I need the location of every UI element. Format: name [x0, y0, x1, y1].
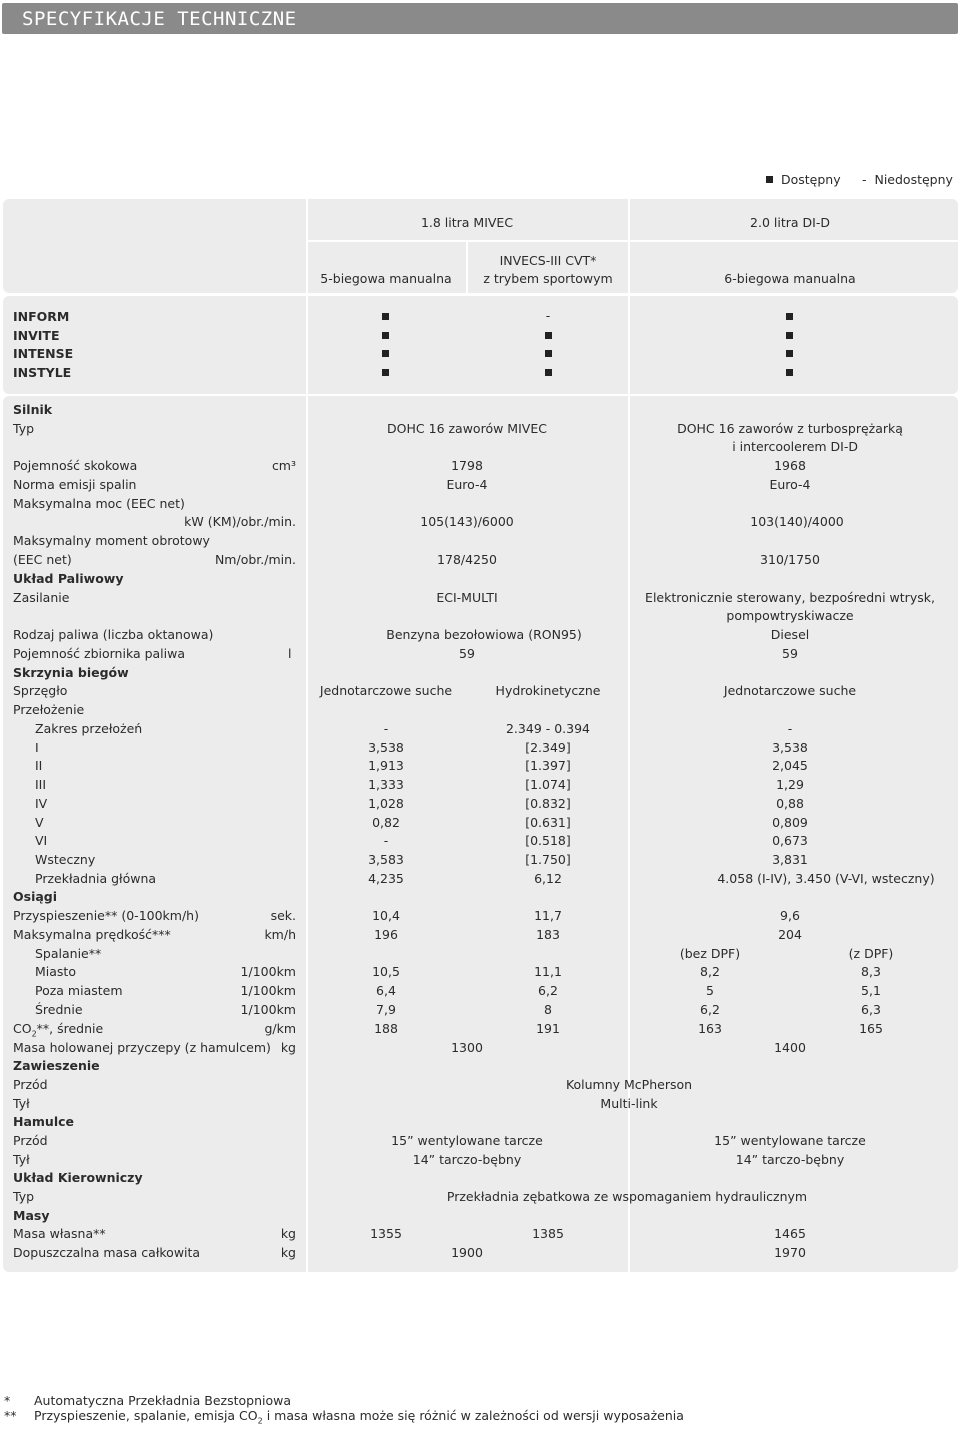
available-marker-icon: [545, 350, 552, 357]
spec-label: Pojemność zbiornika paliwa: [13, 646, 186, 661]
legend-unavailable-label: Niedostępny: [874, 172, 953, 187]
section-heading: Układ Paliwowy: [13, 571, 124, 586]
trim-name: INSTYLE: [13, 365, 72, 380]
spec-value: 6,12: [534, 871, 562, 886]
available-marker-icon: [545, 369, 552, 376]
gear-value: [1.074]: [525, 777, 571, 792]
spec-value: 1968: [774, 458, 806, 473]
trim-name: INFORM: [13, 309, 70, 324]
dpf-header: (bez DPF): [679, 946, 741, 961]
section-title: SPECYFIKACJE TECHNICZNE: [22, 8, 297, 30]
spec-unit: kg: [280, 1040, 296, 1055]
transmission-b-header-line1: INVECS-III CVT*: [499, 253, 597, 268]
spec-value: -: [383, 721, 389, 736]
spec-value: pompowtryskiwacze: [726, 608, 854, 623]
spec-value: Elektronicznie sterowany, bezpośredni wtrysk,: [645, 590, 935, 605]
spec-value: Hydrokinetyczne: [495, 683, 601, 698]
spec-unit: kg: [280, 1226, 296, 1241]
spec-label: Typ: [13, 421, 35, 436]
spec-label: Masa własna**: [13, 1226, 106, 1241]
dpf-header: (z DPF): [848, 946, 894, 961]
spec-unit: km/h: [264, 927, 296, 942]
fuel-label: Miasto: [35, 964, 76, 979]
trims-panel: [3, 296, 958, 394]
spec-value: ECI-MULTI: [436, 590, 498, 605]
fuel-value: 5: [706, 983, 714, 998]
transmission-b-header-line2: z trybem sportowym: [483, 271, 613, 286]
header-divider: [466, 240, 468, 293]
gear-value: [1.397]: [525, 758, 571, 773]
gear-value: 3,538: [772, 740, 808, 755]
spec-value: Euro-4: [446, 477, 488, 492]
spec-value: 105(143)/6000: [420, 514, 514, 529]
spec-value: 103(140)/4000: [750, 514, 844, 529]
gear-label: VI: [35, 833, 48, 848]
engine-b-header: 2.0 litra DI-D: [750, 215, 830, 230]
spec-label: Masa holowanej przyczepy (z hamulcem): [13, 1040, 271, 1055]
spec-label: Tył: [13, 1152, 30, 1167]
spec-label: Przyspieszenie** (0-100km/h): [13, 908, 199, 923]
unavailable-marker: -: [862, 172, 867, 187]
spec-label: Przód: [13, 1077, 48, 1092]
spec-label: Norma emisji spalin: [13, 477, 137, 492]
available-marker-icon: [786, 369, 793, 376]
transmission-c-header: 6-biegowa manualna: [724, 271, 856, 286]
legend-unavailable: [862, 172, 953, 187]
co2-label-text: CO: [13, 1021, 32, 1036]
section-heading: Silnik: [13, 402, 53, 417]
spec-value: i intercoolerem DI-D: [732, 439, 858, 454]
spec-value: 183: [536, 927, 560, 942]
spec-value: 204: [778, 927, 802, 942]
gear-value: -: [383, 833, 389, 848]
spec-unit: cm³: [271, 458, 296, 473]
spec-value: Przekładnia zębatkowa ze wspomaganiem hydraulicznym: [446, 1189, 808, 1204]
spec-unit: Nm/obr./min.: [214, 552, 296, 567]
section-heading: Hamulce: [13, 1114, 74, 1129]
unavailable-marker: -: [545, 308, 551, 323]
fuel-value: 6,4: [376, 983, 396, 998]
gear-value: 3,583: [368, 852, 404, 867]
spec-value: 14” tarczo-bębny: [735, 1152, 845, 1167]
spec-label: Zasilanie: [13, 590, 70, 605]
footnote-mark: **: [4, 1408, 17, 1423]
section-header: [2, 3, 958, 34]
spec-value: 1355: [370, 1226, 402, 1241]
spec-value: 4,235: [368, 871, 404, 886]
spec-value: Multi-link: [600, 1096, 658, 1111]
gear-value: 1,29: [776, 777, 804, 792]
footnote-text-suffix: i masa własna może się różnić w zależności od wersji wyposażenia: [262, 1408, 684, 1423]
spec-value: 15” wentylowane tarcze: [714, 1133, 866, 1148]
gear-value: 3,538: [368, 740, 404, 755]
spec-label: Pojemność skokowa: [13, 458, 138, 473]
spec-value: 163: [698, 1021, 722, 1036]
spec-unit: g/km: [264, 1021, 296, 1036]
spec-unit: kg: [280, 1245, 296, 1260]
spec-label: Przełożenie: [13, 702, 85, 717]
spec-value: 59: [459, 646, 475, 661]
spec-value: 2.349 - 0.394: [505, 721, 591, 736]
spec-value: 14” tarczo-bębny: [412, 1152, 522, 1167]
available-marker-icon: [382, 313, 389, 320]
spec-value: 1385: [532, 1226, 564, 1241]
available-marker-icon: [786, 332, 793, 339]
available-marker-icon: [382, 332, 389, 339]
gear-value: 2,045: [772, 758, 808, 773]
gear-value: 3,831: [772, 852, 808, 867]
spec-label: Tył: [13, 1096, 30, 1111]
fuel-value: 11,1: [534, 964, 562, 979]
footnote: [4, 1393, 291, 1408]
fuel-value: 6,2: [538, 983, 558, 998]
spec-value: 1798: [451, 458, 483, 473]
gear-value: 0,673: [772, 833, 808, 848]
spec-value: DOHC 16 zaworów z turbosprężarką: [677, 421, 903, 436]
header-divider: [306, 199, 308, 293]
gear-label: Wsteczny: [35, 852, 96, 867]
spec-value: 178/4250: [437, 552, 497, 567]
available-marker-icon: [382, 369, 389, 376]
gear-value: [0.631]: [525, 815, 571, 830]
gear-value: 1,028: [368, 796, 404, 811]
fuel-label: Średnie: [35, 1002, 83, 1017]
spec-value: Benzyna bezołowiowa (RON95): [386, 627, 582, 642]
spec-value: Euro-4: [769, 477, 811, 492]
spec-value: Jednotarczowe suche: [319, 683, 453, 698]
spec-label: Zakres przełożeń: [35, 721, 143, 736]
spec-value: 191: [536, 1021, 560, 1036]
gear-label: I: [35, 740, 39, 755]
gear-value: [0.518]: [525, 833, 571, 848]
spec-value: Kolumny McPherson: [565, 1077, 693, 1092]
spec-value: 165: [859, 1021, 883, 1036]
co2-subscript: 2: [31, 1029, 37, 1039]
spec-value: 196: [374, 927, 398, 942]
gear-label: V: [35, 815, 44, 830]
spec-value: 1400: [774, 1040, 806, 1055]
spec-label: Spalanie**: [35, 946, 102, 961]
header-divider: [628, 199, 630, 293]
spec-label: Dopuszczalna masa całkowita: [13, 1245, 201, 1260]
spec-label: Maksymalna prędkość***: [13, 927, 171, 942]
spec-label: Sprzęgło: [13, 683, 68, 698]
spec-value: 1300: [451, 1040, 483, 1055]
fuel-value: 6,3: [861, 1002, 881, 1017]
spec-value: 15” wentylowane tarcze: [391, 1133, 543, 1148]
spec-unit: l: [288, 646, 292, 661]
available-marker-icon: [786, 350, 793, 357]
gear-value: 0,809: [772, 815, 808, 830]
legend-available: [766, 172, 841, 187]
fuel-value: 8,3: [861, 964, 881, 979]
spec-label: Przekładnia główna: [35, 871, 157, 886]
spec-value: 4.058 (I-IV), 3.450 (V-VI, wsteczny): [717, 871, 935, 886]
spec-label: Maksymalna moc (EEC net): [13, 496, 185, 511]
legend-available-label: Dostępny: [781, 172, 841, 187]
spec-value: DOHC 16 zaworów MIVEC: [387, 421, 547, 436]
gear-value: 1,333: [368, 777, 404, 792]
section-heading: Zawieszenie: [13, 1058, 100, 1073]
spec-unit: kW (KM)/obr./min.: [184, 514, 296, 529]
spec-label: Typ: [13, 1189, 35, 1204]
spec-value: 11,7: [534, 908, 562, 923]
column-divider: [306, 396, 308, 1272]
available-marker-icon: [382, 350, 389, 357]
fuel-value: 10,5: [372, 964, 400, 979]
footnote: [4, 1408, 684, 1429]
spec-unit: sek.: [270, 908, 296, 923]
engine-a-header: 1.8 litra MIVEC: [420, 215, 514, 230]
available-marker-icon: [786, 313, 793, 320]
co2-label-suffix: **, średnie: [36, 1021, 104, 1036]
gear-value: 0,82: [372, 815, 400, 830]
trim-name: INTENSE: [13, 346, 74, 361]
fuel-value: 8,2: [700, 964, 720, 979]
column-divider: [628, 396, 630, 1272]
spec-value: 1970: [774, 1245, 806, 1260]
fuel-value: 7,9: [376, 1002, 396, 1017]
column-divider: [628, 296, 630, 394]
spec-value: Diesel: [770, 627, 810, 642]
gear-value: 1,913: [368, 758, 404, 773]
footnote-text: Przyspieszenie, spalanie, emisja CO: [34, 1408, 258, 1423]
fuel-unit: 1/100km: [240, 964, 296, 979]
spec-label: (EEC net): [13, 552, 72, 567]
gear-value: [2.349]: [525, 740, 571, 755]
trim-name: INVITE: [13, 328, 60, 343]
section-heading: Osiągi: [13, 889, 58, 904]
spec-value: 59: [782, 646, 798, 661]
spec-value: 10,4: [372, 908, 400, 923]
fuel-value: 8: [544, 1002, 552, 1017]
spec-value: Jednotarczowe suche: [723, 683, 857, 698]
spec-value: 1465: [774, 1226, 806, 1241]
available-marker-icon: [766, 176, 773, 183]
transmission-a-header: 5-biegowa manualna: [320, 271, 452, 286]
gear-value: [1.750]: [525, 852, 571, 867]
spec-value: 310/1750: [760, 552, 820, 567]
footnote-text: Automatyczna Przekładnia Bezstopniowa: [34, 1393, 292, 1408]
spec-label: Maksymalny moment obrotowy: [13, 533, 210, 548]
footnote-mark: *: [4, 1393, 11, 1408]
spec-label: Rodzaj paliwa (liczba oktanowa): [13, 627, 214, 642]
available-marker-icon: [545, 332, 552, 339]
fuel-value: 6,2: [700, 1002, 720, 1017]
fuel-unit: 1/100km: [240, 983, 296, 998]
gear-label: IV: [35, 796, 48, 811]
header-divider: [306, 240, 958, 242]
fuel-value: 5,1: [861, 983, 881, 998]
spec-label: Przód: [13, 1133, 48, 1148]
spec-value: -: [787, 721, 793, 736]
section-heading: Skrzynia biegów: [13, 665, 129, 680]
spec-value: 1900: [451, 1245, 483, 1260]
fuel-unit: 1/100km: [240, 1002, 296, 1017]
column-divider: [306, 296, 308, 394]
section-heading: Masy: [13, 1208, 50, 1223]
spec-value: 188: [374, 1021, 398, 1036]
gear-value: 0,88: [776, 796, 804, 811]
section-heading: Układ Kierowniczy: [13, 1170, 143, 1185]
footnote-subscript: 2: [257, 1416, 263, 1426]
spec-value: 9,6: [780, 908, 800, 923]
gear-value: [0.832]: [525, 796, 571, 811]
fuel-label: Poza miastem: [35, 983, 123, 998]
gear-label: III: [35, 777, 47, 792]
gear-label: II: [35, 758, 43, 773]
